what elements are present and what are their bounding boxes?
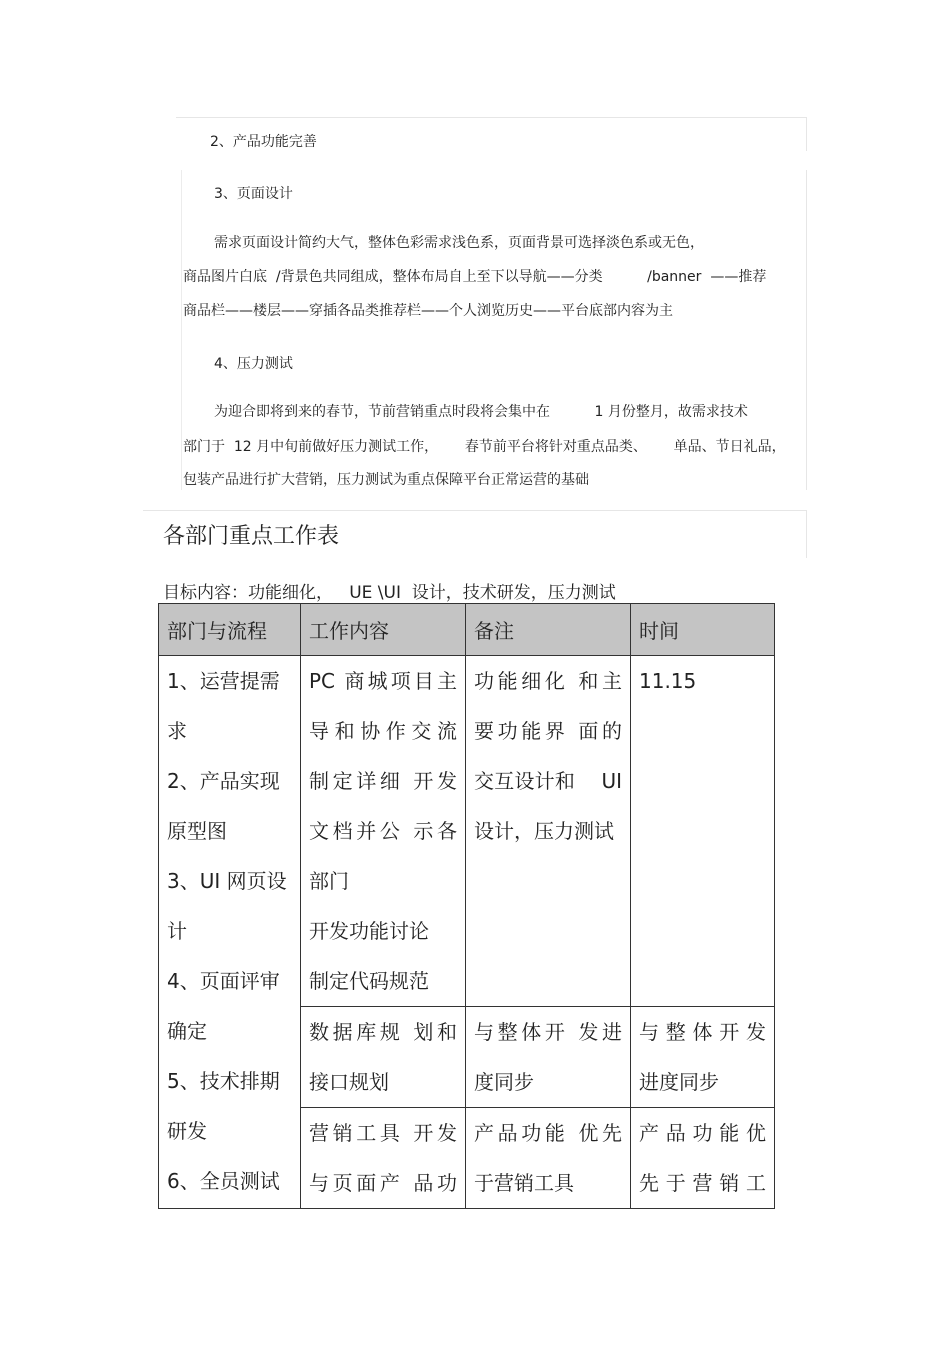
stress-test-line-2: 部门于 12 月中旬前做好压力测试工作， 春节前平台将针对重点品类、 单品、节日礼品，: [183, 439, 786, 455]
content-line: 制定详细 开发: [309, 769, 457, 793]
table-section-title: 各部门重点工作表: [163, 524, 340, 549]
content-line: 接口规划: [309, 1070, 389, 1094]
section-heading-product-function: 2、产品功能完善: [210, 134, 317, 150]
table-row: [159, 656, 775, 1007]
stress-test-line-1: 为迎合即将到来的春节，节前营销重点时段将会集中在 1 月份整月，故需求技术: [214, 404, 748, 420]
note-cell: [466, 1108, 631, 1209]
note-line: 产品功能 优先: [474, 1121, 622, 1145]
note-line: 交互设计和 UI: [474, 769, 622, 793]
time-cell: [631, 1108, 775, 1209]
process-line: 确定: [167, 1019, 207, 1043]
note-line: 设计，压力测试: [474, 819, 614, 843]
section-frame-left: [181, 170, 182, 490]
content-line: 营销工具 开发: [309, 1121, 457, 1145]
table-section-frame-top: [143, 510, 806, 511]
time-line: 11.15: [639, 669, 697, 693]
process-cell: [159, 656, 301, 1209]
note-line: 于营销工具: [474, 1171, 574, 1195]
section-frame-right: [806, 117, 807, 151]
content-line: 导和协作交流: [309, 719, 457, 743]
note-line: 要功能界 面的: [474, 719, 622, 743]
header-time: 时间: [631, 604, 775, 656]
header-content: 工作内容: [301, 604, 466, 656]
process-line: 研发: [167, 1119, 207, 1143]
page-design-line-1: 需求页面设计简约大气，整体色彩需求浅色系，页面背景可选择淡色系或无色，: [214, 235, 704, 251]
table-header-row: [159, 604, 775, 656]
note-cell: [466, 656, 631, 1007]
process-line: 4、页面评审: [167, 969, 280, 993]
note-line: 度同步: [474, 1070, 534, 1094]
note-line: 功能细化 和主: [474, 669, 622, 693]
page-design-line-3: 商品栏——楼层——穿插各品类推荐栏——个人浏览历史——平台底部内容为主: [183, 303, 673, 319]
content-line: 文档并公 示各: [309, 819, 457, 843]
section-frame-top: [176, 117, 806, 118]
section-heading-page-design: 3、页面设计: [214, 186, 293, 202]
header-note: 备注: [466, 604, 631, 656]
header-process: 部门与流程: [159, 604, 301, 656]
process-line: 原型图: [167, 819, 227, 843]
content-cell: [301, 1007, 466, 1108]
content-line: 部门: [309, 869, 349, 893]
time-line: 与整体开发: [639, 1020, 766, 1044]
time-cell: [631, 656, 775, 1007]
note-line: 与整体开 发进: [474, 1020, 622, 1044]
table-goal-text: 目标内容：功能细化， UE \UI 设计，技术研发，压力测试: [163, 583, 616, 603]
time-cell: [631, 1007, 775, 1108]
stress-test-line-3: 包装产品进行扩大营销，压力测试为重点保障平台正常运营的基础: [183, 472, 589, 488]
content-line: 数据库规 划和: [309, 1020, 457, 1044]
process-line: 求: [167, 719, 187, 743]
section-frame-right-2: [806, 170, 807, 490]
department-work-table: [158, 603, 775, 1209]
process-line: 2、产品实现: [167, 769, 280, 793]
content-cell: [301, 656, 466, 1007]
process-line: 3、UI 网页设: [167, 869, 287, 893]
process-line: 6、全员测试: [167, 1169, 280, 1193]
table-section-frame-right: [806, 510, 807, 558]
page-design-line-2: 商品图片白底 /背景色共同组成，整体布局自上至下以导航——分类 /banner ——推荐: [183, 269, 767, 285]
process-line: 计: [167, 919, 187, 943]
note-cell: [466, 1007, 631, 1108]
process-line: 1、运营提需: [167, 669, 280, 693]
section-heading-stress-test: 4、压力测试: [214, 356, 293, 372]
content-line: 与页面产 品功: [309, 1171, 457, 1195]
time-line: 产品功能优: [639, 1121, 766, 1145]
time-line: 进度同步: [639, 1070, 719, 1094]
content-cell: [301, 1108, 466, 1209]
time-line: 先于营销工: [639, 1171, 766, 1195]
process-line: 5、技术排期: [167, 1069, 280, 1093]
content-line: 开发功能讨论: [309, 919, 429, 943]
content-line: PC 商城项目主: [309, 669, 457, 693]
content-line: 制定代码规范: [309, 969, 429, 993]
